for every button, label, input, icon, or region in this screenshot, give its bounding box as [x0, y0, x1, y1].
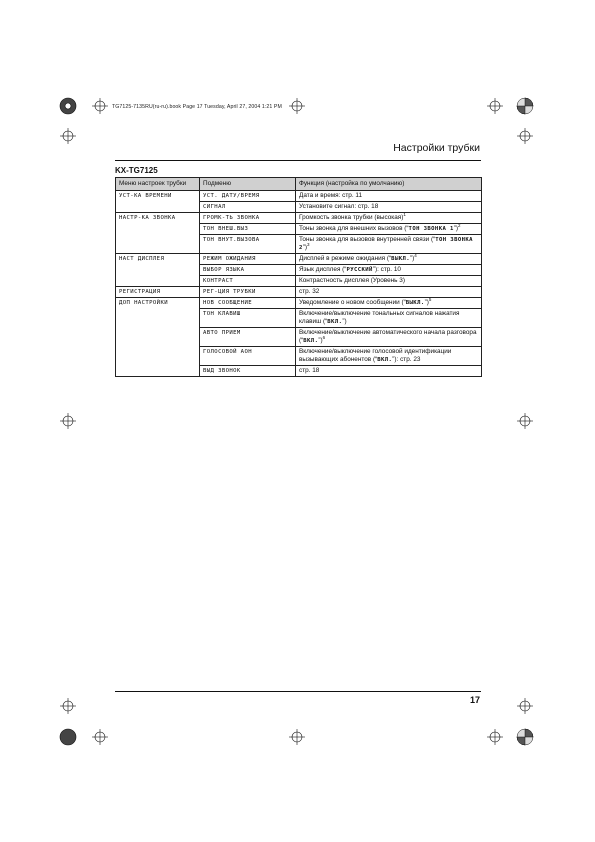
submenu-cell: ВЫБОР ЯЗЫКА: [200, 265, 296, 276]
submenu-cell: ВЫД ЗВОНОК: [200, 366, 296, 377]
submenu-cell: РЕГ-ЦИЯ ТРУБКИ: [200, 287, 296, 298]
function-setting-value: РУССКИЙ: [346, 267, 373, 273]
footnote-marker: 6: [322, 334, 326, 340]
function-text: стр. 18: [299, 367, 320, 374]
column-header-submenu: Подменю: [200, 178, 296, 191]
crosshair-top-center: [289, 98, 305, 114]
table-row: [116, 254, 482, 265]
function-text: Включение/выключение тональных сигналов нажатия клавиш (“: [299, 310, 460, 325]
page-section-title: Настройки трубки: [393, 142, 480, 154]
footnote-marker: 5: [428, 296, 432, 302]
table-row: [116, 213, 482, 224]
function-cell: [296, 366, 482, 377]
submenu-cell: РЕЖИМ ОЖИДАНИЯ: [200, 254, 296, 265]
function-setting-value: ВЫКЛ.: [391, 256, 411, 262]
submenu-cell: УСТ. ДАТУ/ВРЕМЯ: [200, 191, 296, 202]
function-cell: [296, 254, 482, 265]
crop-mark-top-left-outer: [60, 98, 76, 114]
crosshair-right-middle: [517, 413, 533, 429]
function-setting-value: ВКЛ.: [377, 357, 393, 363]
submenu-cell: КОНТРАСТ: [200, 276, 296, 287]
crosshair-left-middle: [60, 413, 76, 429]
function-text: Установите сигнал: стр. 18: [299, 203, 379, 210]
submenu-cell: АВТО ПРИЕМ: [200, 328, 296, 347]
footnote-marker: 1: [403, 211, 406, 217]
table-body: [116, 191, 482, 377]
submenu-cell: ТОН ВНЕШ.ВЫЗ: [200, 224, 296, 235]
function-text-tail: ”): стр. 10: [372, 266, 401, 273]
menu-cell: НАСТ ДИСПЛЕЯ: [116, 254, 200, 287]
function-text: Дата и время: стр. 11: [299, 192, 363, 199]
crosshair-left-lower: [60, 698, 76, 714]
function-text: стр. 32: [299, 288, 320, 295]
footnote-marker: 4: [414, 252, 417, 258]
function-text-tail: ”): [410, 255, 415, 262]
function-cell: [296, 276, 482, 287]
table-row: [116, 298, 482, 309]
function-text-tail: ”): [424, 299, 429, 306]
footer-divider: [115, 691, 481, 692]
crosshair-bottom-right: [487, 729, 503, 745]
function-text-tail: ”): [302, 244, 308, 251]
column-header-function: Функция (настройка по умолчанию): [296, 178, 482, 191]
submenu-cell: ТОН КЛАВИШ: [200, 309, 296, 328]
function-cell: [296, 265, 482, 276]
function-text: Включение/выключение голосовой идентификации вызывающих абонентов (“: [299, 348, 452, 363]
function-text: Дисплей в режиме ожидания (“: [299, 255, 392, 262]
submenu-cell: ТОН ВНУТ.ВЫЗОВА: [200, 235, 296, 254]
crosshair-left-upper: [60, 128, 76, 144]
function-cell: [296, 202, 482, 213]
menu-cell: УСТ-КА ВРЕМЕНИ: [116, 191, 200, 213]
menu-cell: РЕГИСТРАЦИЯ: [116, 287, 200, 298]
function-setting-value: ВЫКЛ.: [405, 300, 425, 306]
function-text: Громкость звонка трубки (высокая): [299, 214, 404, 221]
printer-slug: TG7125-7135RU(ru-ru).book Page 17 Tuesday, April 27, 2004 1:21 PM: [112, 104, 282, 110]
crop-mark-bottom-left-outer: [60, 729, 76, 745]
footnote-marker: 3: [307, 241, 310, 247]
crosshair-right-upper: [517, 128, 533, 144]
function-cell: [296, 347, 482, 366]
footnote-marker: 2: [458, 222, 461, 228]
color-target-top-right: [517, 98, 533, 114]
function-text-tail: ”): [342, 318, 347, 325]
crosshair-top-right: [487, 98, 503, 114]
color-target-bottom-right: [517, 729, 533, 745]
function-cell: [296, 224, 482, 235]
table-row: [116, 287, 482, 298]
function-cell: [296, 328, 482, 347]
function-text-tail: ”): [453, 225, 459, 232]
function-cell: [296, 213, 482, 224]
function-cell: [296, 191, 482, 202]
function-setting-value: ВКЛ.: [327, 319, 343, 325]
column-header-menu: Меню настроек трубки: [116, 178, 200, 191]
function-cell: [296, 235, 482, 254]
function-text: Тоны звонка для вызовов внутренней связи (“: [299, 236, 436, 243]
function-text: Контрастность дисплея (Уровень 3): [299, 277, 405, 284]
function-setting-value: ТОН ЗВОНКА 2: [299, 237, 473, 251]
header-divider: [115, 160, 481, 161]
page-number: 17: [469, 695, 480, 705]
menu-cell: ДОП НАСТРОЙКИ: [116, 298, 200, 377]
crosshair-right-lower: [517, 698, 533, 714]
table-row: [116, 191, 482, 202]
function-cell: [296, 287, 482, 298]
function-text: Включение/выключение автоматического начала разговора (“: [299, 329, 477, 344]
submenu-cell: ГРОМК-ТЬ ЗВОНКА: [200, 213, 296, 224]
crosshair-bottom-center: [289, 729, 305, 745]
submenu-cell: ГОЛОСОВОЙ АОН: [200, 347, 296, 366]
function-setting-value: ВКЛ.: [303, 338, 319, 344]
table-header-row: [116, 178, 482, 191]
function-cell: [296, 309, 482, 328]
function-text: Уведомление о новом сообщении (“: [299, 299, 406, 306]
model-label: KX-TG7125: [115, 166, 158, 175]
function-cell: [296, 298, 482, 309]
function-text: Язык дисплея (“: [299, 266, 347, 273]
function-setting-value: ТОН ЗВОНКА 1: [408, 226, 454, 232]
submenu-cell: НОВ СООБЩЕНИЕ: [200, 298, 296, 309]
menu-cell: НАСТР-КА ЗВОНКА: [116, 213, 200, 254]
crosshair-top-left: [92, 98, 108, 114]
function-text-tail: ”): [318, 337, 323, 344]
settings-table: [115, 177, 482, 377]
submenu-cell: СИГНАЛ: [200, 202, 296, 213]
function-text: Тоны звонка для внешних вызовов (“: [299, 225, 409, 232]
function-text-tail: ”): стр. 23: [392, 356, 421, 363]
crosshair-bottom-left: [92, 729, 108, 745]
